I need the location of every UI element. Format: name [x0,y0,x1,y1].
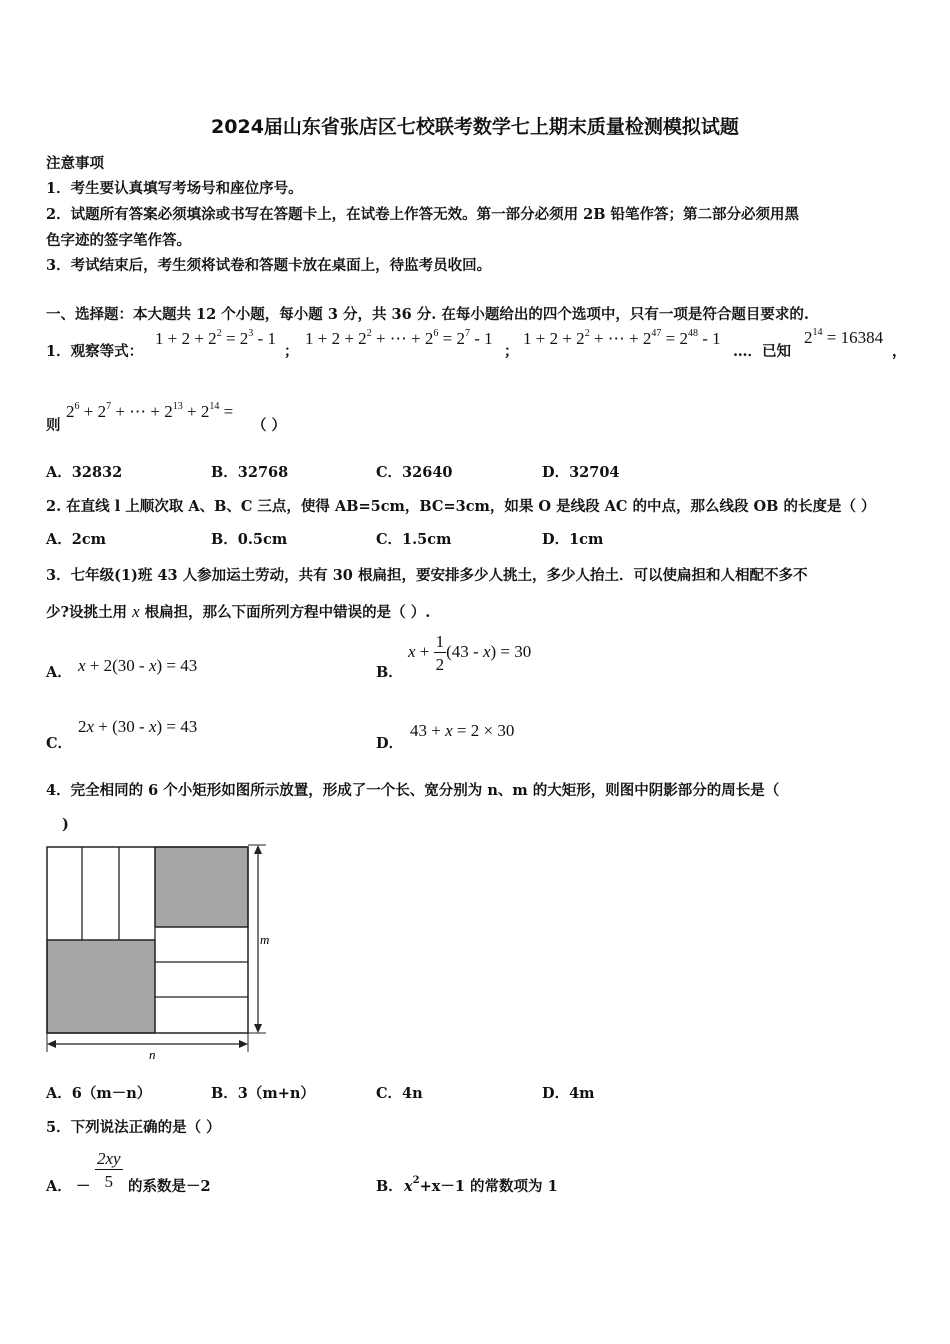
notice-item: 色字迹的签字笔作答。 [46,232,191,249]
q2-option-d: D．1cm [542,531,604,548]
q5-option-b-text: $x^2+x-1$ 的常数项为 1 [404,1175,558,1195]
q4-option-a: A．6（m－n） [46,1085,152,1102]
q3-line1: 3．七年级(1)班 43 人参加运土劳动，共有 30 根扁担，要安排多少人挑土，多少人抬土．可以使扁担和人相配不多不 [46,567,808,584]
q1-sep: ； [504,343,519,360]
q1-option-c: C．32640 [376,464,453,481]
notice-heading: 注意事项 [46,155,104,172]
label-m: m [260,932,270,947]
q5-option-a-fraction: $\frac{2xy}{5}$ [97,1149,121,1191]
q3-option-d-equation: 43 + x = 2 × 30 [410,721,515,740]
q3-option-c-equation: 2x + (30 - x) = 43 [78,717,198,736]
q4-option-d: D．4m [542,1085,595,1102]
q1-eq1: $1 + 2 + 2^2 = 2^3 - 1$ [155,328,276,348]
q1-option-d: D．32704 [542,464,620,481]
q5-option-a-letter: A． [46,1178,72,1195]
q1-option-a: A．32832 [46,464,123,481]
section-heading: 一、选择题：本大题共 12 个小题，每小题 3 分，共 36 分. 在每小题给出的四个选项中，只有一项是符合题目要求的. [46,306,809,323]
q2-text: 2. 在直线 l 上顺次取 A、B、C 三点，使得 AB=5cm，BC=3cm，如果 O 是线段 AC 的中点，那么线段 OB 的长度是（ ） [46,498,876,515]
q1-given: $2^{14} = 16384$ [804,327,884,347]
shaded-rectangle-top [155,847,248,927]
q3-option-d-letter: D． [376,735,404,752]
q1-then: 则 [46,417,61,434]
q4-line2: ) [62,816,69,833]
q5-option-a-minus: － [76,1178,91,1195]
q3-option-c-letter: C． [46,735,73,752]
q1-option-b: B．32768 [211,464,289,481]
q1-comma: ， [892,343,907,360]
rectangle-figure [40,840,280,1065]
notice-item: 2．试题所有答案必须填涂或书写在答题卡上，在试卷上作答无效。第一部分必须用 2B 铅笔作答；第二部分必须用黑 [46,206,800,223]
q1-label: 1．观察等式： [46,343,144,360]
page-title: 2024届山东省张店区七校联考数学七上期末质量检测模拟试题 [211,116,739,138]
q2-option-a: A．2cm [46,531,107,548]
q4-option-c: C．4n [376,1085,423,1102]
q3-option-b-equation: x + $\frac{1}{2}$ (43 - x) = 30 [408,632,532,674]
q1-eq2: $1 + 2 + 2^2$ + ⋯ + $2^6 = 2^7 - 1$ [305,328,493,348]
label-n: n [149,1047,156,1062]
q1-ellipsis: …．已知 [733,343,791,360]
q3-option-a-letter: A． [46,664,72,681]
q2-option-c: C．1.5cm [376,531,452,548]
q1-paren: （ ） [252,417,287,434]
q4-option-b: B．3（m+n） [211,1085,315,1102]
notice-item: 1．考生要认真填写考场号和座位序号。 [46,180,303,197]
notice-item: 3．考试结束后，考生须将试卷和答题卡放在桌面上，待监考员收回。 [46,257,492,274]
shaded-rectangle-bottom [47,940,155,1033]
q5-text: 5．下列说法正确的是（ ） [46,1119,221,1136]
q1-sep: ； [284,343,299,360]
q1-eq3: $1 + 2 + 2^2$ + ⋯ + $2^{47} = 2^{48} - 1$ [523,328,721,348]
q3-option-a-equation: x + 2(30 - x) = 43 [78,656,198,675]
q3-line2: 少?设挑土用 x 根扁担，那么下面所列方程中错误的是（ ）. [46,602,431,621]
q4-line1: 4．完全相同的 6 个小矩形如图所示放置，形成了一个长、宽分别为 n、m 的大矩形，则图中阴影部分的周长是（ [46,782,780,799]
q2-option-b: B．0.5cm [211,531,288,548]
q5-option-b-letter: B． [376,1178,403,1195]
q1-expression: $2^6 + 2^7$ + ⋯ + $2^{13} + 2^{14}$ = [66,401,234,421]
q5-option-a-text: 的系数是－2 [128,1178,211,1195]
q3-option-b-letter: B． [376,664,403,681]
